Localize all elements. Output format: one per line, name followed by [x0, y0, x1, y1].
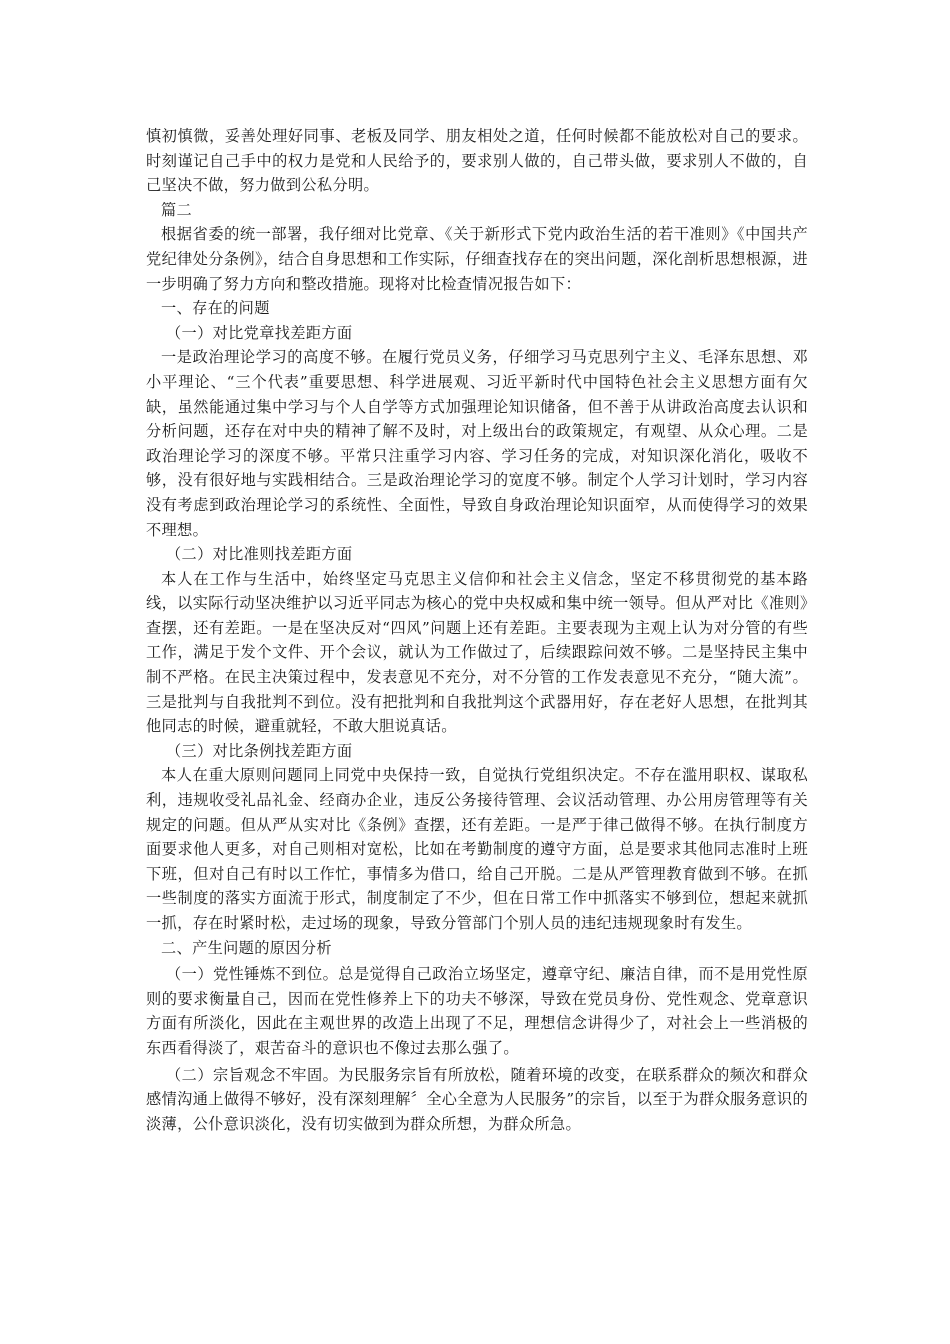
paragraph-intro: 根据省委的统一部署，我仔细对比党章、《关于新形式下党内政治生活的若干准则》《中国共产党纪律处分条例》，结合自身思想和工作实际，仔细查找存在的突出问题，深化剖析思想根源，进一步明确了努力方向和整改措施。现将对比检查情况报告如下：: [146, 225, 808, 293]
heading-level1: 一、存在的问题: [161, 299, 270, 318]
paragraph-body: 本人在重大原则问题同上同党中央保持一致，自觉执行党组织决定。不存在滥用职权、谋取私利，违规收受礼品礼金、经商办企业，违反公务接待管理、会议活动管理、办公用房管理等有关规定的问题。但从严从实对比《条例》查摆，还有差距。一是严于律己做得不够。在执行制度方面要求他人更多，对自己则相对宽松，比如在考勤制度的遵守方面，总是要求其他同志准时上班下班，但对自己有时以工作忙，事情多为借口，给自己开脱。二是从严管理教育做到不够。在抓一些制度的落实方面流于形式，制度制定了不少，但在日常工作中抓落实不够到位，想起来就抓一抓，存在时紧时松，走过场的现象，导致分管部门个别人员的违纪违规现象时有发生。: [146, 766, 808, 932]
paragraph-body: 本人在工作与生活中，始终坚定马克思主义信仰和社会主义信念，坚定不移贯彻党的基本路线，以实际行动坚决维护以习近平同志为核心的党中央权威和集中统一领导。但从严对比《准则》查摆，还有差距。一是在坚决反对“四风”问题上还有差距。主要表现为主观上认为对分管的有些工作，满足于发个文件、开个会议，就认为工作做过了，后续跟踪问效不够。二是坚持民主集中制不严格。在民主决策过程中，发表意见不充分，对不分管的工作发表意见不充分，“随大流”。三是批判与自我批判不到位。没有把批判和自我批判这个武器用好，存在老好人思想，在批判其他同志的时候，避重就轻，不敢大胆说真话。: [146, 569, 808, 736]
heading-level2: （一）对比党章找差距方面: [166, 323, 353, 342]
paragraph-body: （一）党性锤炼不到位。总是觉得自己政治立场坚定，遵章守纪、廉洁自律，而不是用党性原则的要求衡量自己，因而在党性修养上下的功夫不够深，导致在党员身份、党性观念、党章意识方面有所淡化，因此在主观世界的改造上出现了不足，理想信念讲得少了，对社会上一些消极的东西看得淡了，艰苦奋斗的意识也不像过去那么强了。: [146, 965, 808, 1057]
heading-level1: 二、产生问题的原因分析: [161, 938, 332, 957]
heading-level2: （三）对比条例找差距方面: [166, 741, 353, 760]
paragraph-continuation: 慎初慎微，妥善处理好同事、老板及同学、朋友相处之道，任何时候都不能放松对自己的要求。时刻谨记自己手中的权力是党和人民给予的，要求别人做的，自己带头做，要求别人不做的，自己坚决不做，努力做到公私分明。: [146, 127, 808, 195]
paragraph-body: （二）宗旨观念不牢固。为民服务宗旨有所放松，随着环境的改变，在联系群众的频次和群众感情沟通上做得不够好，没有深刻理解〞全心全意为人民服务”的宗旨，以至于为群众服务意识的淡薄，公仆意识淡化，没有切实做到为群众所想，为群众所急。: [146, 1065, 808, 1133]
section-label: 篇二: [161, 200, 193, 219]
paragraph-body: 一是政治理论学习的高度不够。在履行党员义务，仔细学习马克思列宁主义、毛泽东思想、邓小平理论、“三个代表”重要思想、科学进展观、习近平新时代中国特色社会主义思想方面有欠缺，虽然能通过集中学习与个人自学等方式加强理论知识储备，但不善于从讲政治高度去认识和分析问题，还存在对中央的精神了解不及时，对上级出台的政策规定，有观望、从众心理。二是政治理论学习的深度不够。平常只注重学习内容、学习任务的完成，对知识深化消化，吸收不够，没有很好地与实践相结合。三是政治理论学习的宽度不够。制定个人学习计划时，学习内容没有考虑到政治理论学习的系统性、全面性，导致自身政治理论知识面窄，从而使得学习的效果不理想。: [146, 348, 808, 539]
document-page: [146, 124, 808, 1136]
heading-level2: （二）对比准则找差距方面: [166, 545, 353, 564]
